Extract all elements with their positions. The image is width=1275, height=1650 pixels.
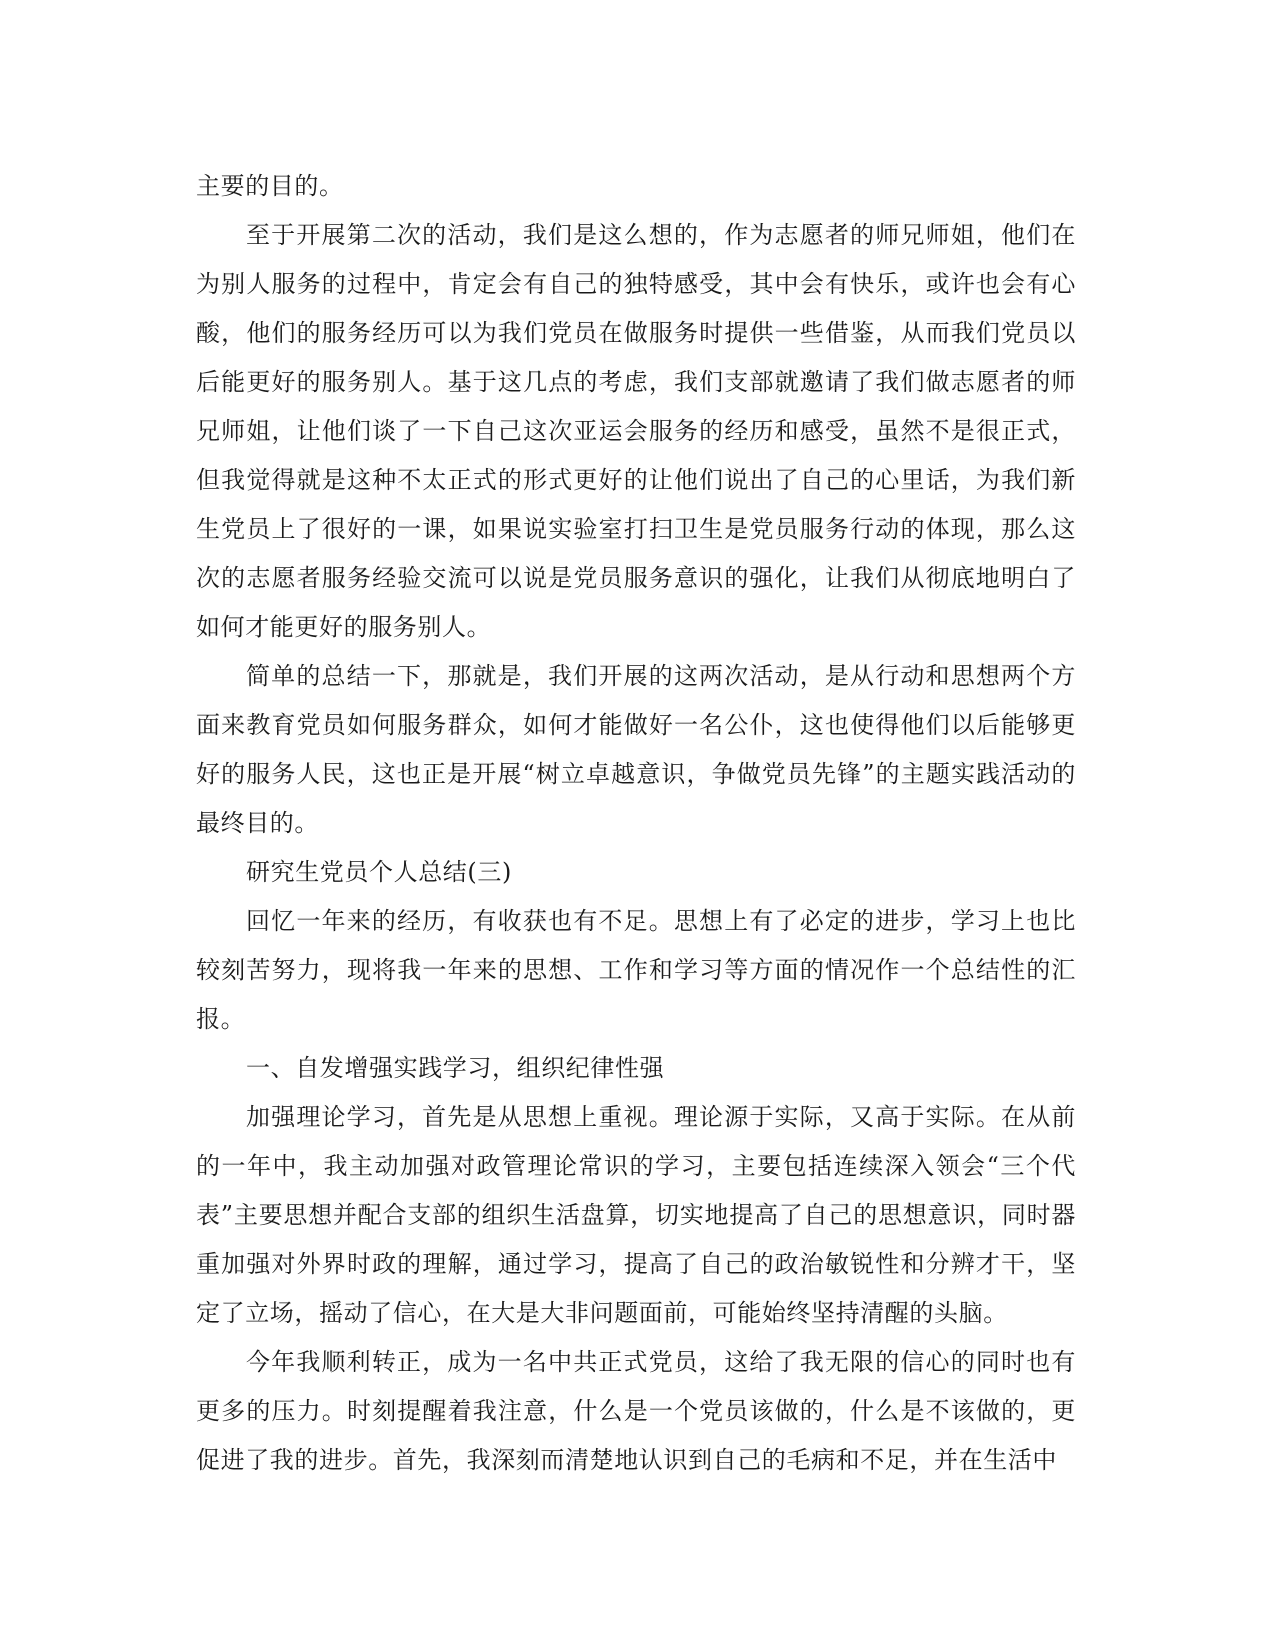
paragraph-party-member: 今年我顺利转正，成为一名中共正式党员，这给了我无限的信心的同时也有更多的压力。时刻提醒着我注意，什么是一个党员该做的，什么是不该做的，更促进了我的进步。首先，我深刻而清楚地认识到自己的毛病和不足，并在生活中: [196, 1348, 1076, 1474]
paragraph-theory-study: 加强理论学习，首先是从思想上重视。理论源于实际，又高于实际。在从前的一年中，我主动加强对政管理论常识的学习，主要包括连续深入领会“三个代表”主要思想并配合支部的组织生活盘算，切实地提高了自己的思想意识，同时器重加强对外界时政的理解，通过学习，提高了自己的政治敏锐性和分辨才干，坚定了立场，摇动了信心，在大是大非问题面前，可能始终坚持清醒的头脑。: [196, 1103, 1076, 1327]
subsection-heading: 一、自发增强实践学习，组织纪律性强: [246, 1054, 665, 1082]
paragraph-second-activity: 至于开展第二次的活动，我们是这么想的，作为志愿者的师兄师姐，他们在为别人服务的过程中，肯定会有自己的独特感受，其中会有快乐，或许也会有心酸，他们的服务经历可以为我们党员在做服务时提供一些借鉴，从而我们党员以后能更好的服务别人。基于这几点的考虑，我们支部就邀请了我们做志愿者的师兄师姐，让他们谈了一下自己这次亚运会服务的经历和感受，虽然不是很正式，但我觉得就是这种不太正式的形式更好的让他们说出了自己的心里话，为我们新生党员上了很好的一课，如果说实验室打扫卫生是党员服务行动的体现，那么这次的志愿者服务经验交流可以说是党员服务意识的强化，让我们从彻底地明白了如何才能更好的服务别人。: [196, 221, 1076, 641]
section-title: 研究生党员个人总结(三): [246, 858, 512, 886]
paragraph-review: 回忆一年来的经历，有收获也有不足。思想上有了必定的进步，学习上也比较刻苦努力，现将我一年来的思想、工作和学习等方面的情况作一个总结性的汇报。: [196, 907, 1076, 1033]
paragraph-summary: 简单的总结一下，那就是，我们开展的这两次活动，是从行动和思想两个方面来教育党员如何服务群众，如何才能做好一名公仆，这也使得他们以后能够更好的服务人民，这也正是开展“树立卓越意识，争做党员先锋”的主题实践活动的最终目的。: [196, 662, 1076, 837]
document-body: [196, 162, 1076, 1485]
paragraph-continuation: 主要的目的。: [196, 172, 344, 200]
